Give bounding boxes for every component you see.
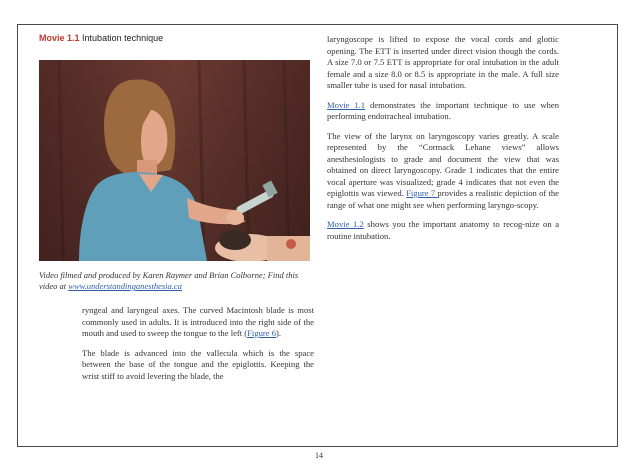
video-credit-text: Video filmed and produced by Karen Raymer and Brian Colborne; Find this video at bbox=[39, 270, 299, 291]
paragraph-text: shows you the important anatomy to recog-nize on a routine intubation. bbox=[327, 219, 560, 241]
paragraph: The blade is advanced into the vallecula which is the space between the base of the tongue and the epiglottis. Keeping the wrist stiff to avoid levering the blade, the bbox=[82, 347, 314, 381]
paragraph bbox=[327, 100, 559, 123]
paragraph-text: ryngeal and laryngeal axes. The curved Macintosh blade is most commonly used in adults. It is introduced into the right side of the mouth and used to sweep the tongue to the left ( bbox=[82, 305, 314, 338]
paragraph-text: provides a realistic depiction of the range of what one might see when performing laryngo-scopy. bbox=[327, 188, 559, 210]
movie-label: Movie 1.1 bbox=[39, 33, 80, 43]
paragraph-text: ). bbox=[276, 328, 282, 338]
paragraph bbox=[82, 305, 314, 340]
paragraph: laryngoscope is lifted to expose the vocal cords and glottic opening. The ETT is inserted under direct vision though the cords. A size 7.0 or 7.5 ETT is appropriate for oral intubation in the adult female and a size 8.0 or 8.5 is appropriate in the male. A full size smaller tube is used for nasal intubation. bbox=[327, 34, 559, 90]
left-text-column bbox=[82, 305, 314, 390]
video-credit bbox=[39, 270, 315, 292]
movie-title: Intubation technique bbox=[82, 33, 164, 43]
movie-1-2-link[interactable]: Movie 1.2 bbox=[327, 219, 364, 229]
paragraph bbox=[327, 131, 559, 212]
video-credit-link[interactable]: www.understandinganesthesia.ca bbox=[68, 281, 182, 291]
movie-caption bbox=[39, 33, 163, 43]
figure-6-link[interactable]: Figure 6 bbox=[247, 328, 277, 338]
figure-7-link[interactable]: Figure 7 bbox=[406, 188, 438, 198]
paragraph bbox=[327, 219, 559, 242]
right-text-column bbox=[327, 34, 559, 250]
page-number: 14 bbox=[315, 451, 323, 460]
movie-1-1-link[interactable]: Movie 1.1 bbox=[327, 99, 366, 110]
paragraph-text: The view of the larynx on laryngoscopy varies greatly. A scale represented by the “Cormack Lehane views” allows anesthesiologists to grade and document the view that was obtained on direct laryngoscopy. Grade 1 indicates that the entire vocal aperture was visualized; grade 4 indicates that not even the epiglottis was viewed. bbox=[327, 130, 559, 198]
video-player[interactable] bbox=[39, 60, 310, 261]
video-frame-image bbox=[39, 60, 310, 261]
paragraph-text: demonstrates the important technique to use when performing endotracheal intubation. bbox=[327, 99, 559, 121]
